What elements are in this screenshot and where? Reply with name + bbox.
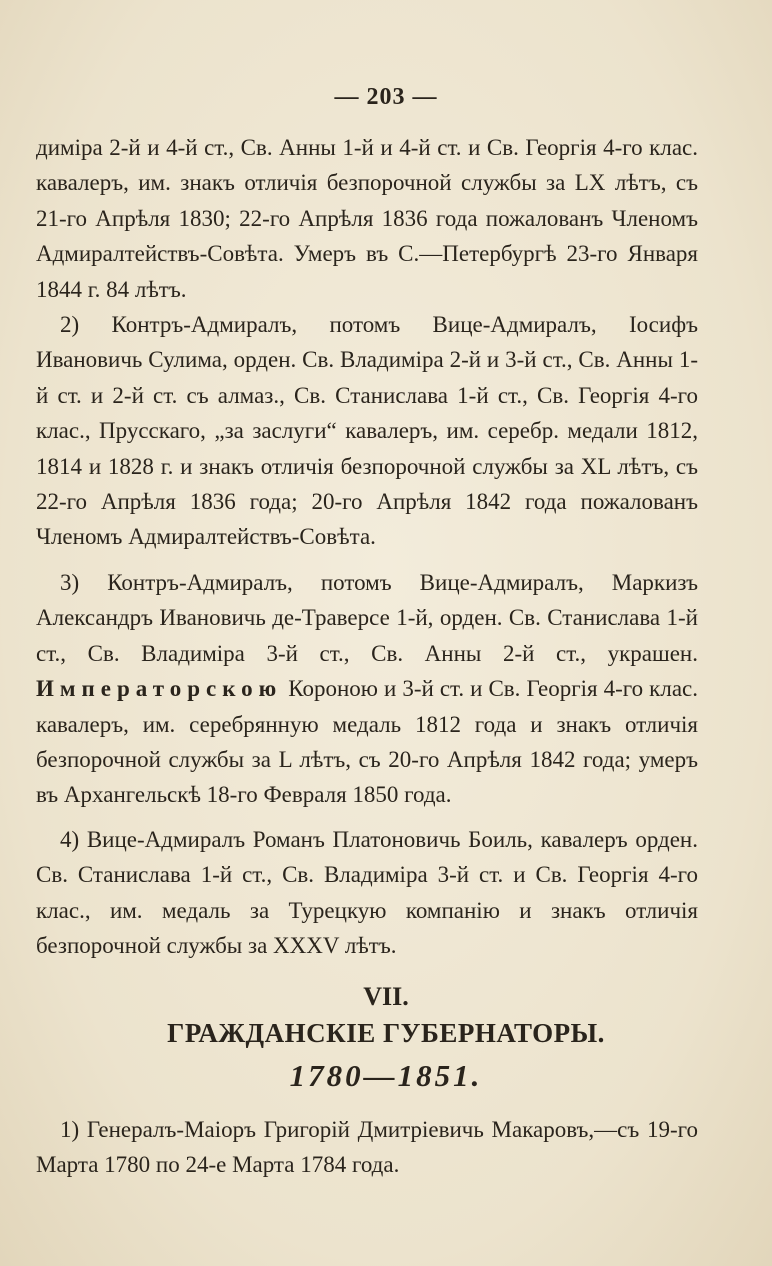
spaced-word-imperial: Императорскою [36, 676, 283, 702]
paragraph-entry-4: 4) Вице-Адмиралъ Романъ Платоновичь Боиль, кавалеръ орден. Св. Станислава 1-й ст., Св. Владиміра 3-й ст. и Св. Георгія 4-го клас., им. медаль за Турецкую компанію и знакъ отличія безпорочной службы за XXXV лѣтъ. [36, 827, 698, 959]
paragraph-entry-3 [36, 565, 698, 813]
paragraph-entry-3-end: Короною и 3-й ст. и Св. Георгія 4-го клас. кавалеръ, им. серебрянную медаль 1812 года и знакъ отличія безпорочной службы за L лѣтъ, съ 20-го Апрѣля 1842 года; умеръ въ Архангельскѣ 18-го Февраля 1850 года. [36, 676, 698, 808]
section-title: ГРАЖДАНСКІЕ ГУБЕРНАТОРЫ. [167, 1018, 605, 1048]
page-number: — 203 — [334, 84, 438, 110]
paragraph-entry-3-start: 3) Контръ-Адмиралъ, потомъ Вице-Адмиралъ, Маркизъ Александръ Ивановичь де-Траверсе 1-й, орден. Св. Станислава 1-й ст., Св. Владиміра 3-й ст., Св. Анны 2-й ст., украшен. [36, 570, 698, 666]
paragraph-continuation: диміра 2-й и 4-й ст., Св. Анны 1-й и 4-й ст. и Св. Георгія 4-го клас. кавалеръ, им. знакъ отличія безпорочной службы за LX лѣтъ, съ 21-го Апрѣля 1830; 22-го Апрѣля 1836 года пожалованъ Членомъ Адмиралтействъ-Совѣта. Умеръ въ С.—Петербургѣ 23-го Января 1844 г. 84 лѣтъ. [36, 135, 698, 302]
section-number: VII. [363, 982, 409, 1011]
section-years: 1780—1851. [289, 1058, 483, 1093]
paragraph-governor-1: 1) Генералъ-Маіоръ Григорій Дмитріевичь Макаровъ,—съ 19-го Марта 1780 по 24-е Марта 1784 года. [36, 1117, 698, 1178]
paragraph-entry-2: 2) Контръ-Адмиралъ, потомъ Вице-Адмиралъ, Іосифъ Ивановичь Сулима, орден. Св. Владиміра 2-й и 3-й ст., Св. Анны 1-й ст. и 2-й ст. съ алмаз., Св. Станислава 1-й ст., Св. Георгія 4-го клас., Прусскаго, „за заслуги“ кавалеръ, им. серебр. медали 1812, 1814 и 1828 г. и знакъ отличія безпорочной службы за XL лѣтъ, съ 22-го Апрѣля 1836 года; 20-го Апрѣля 1842 года пожалованъ Членомъ Адмиралтействъ-Совѣта. [36, 312, 698, 550]
